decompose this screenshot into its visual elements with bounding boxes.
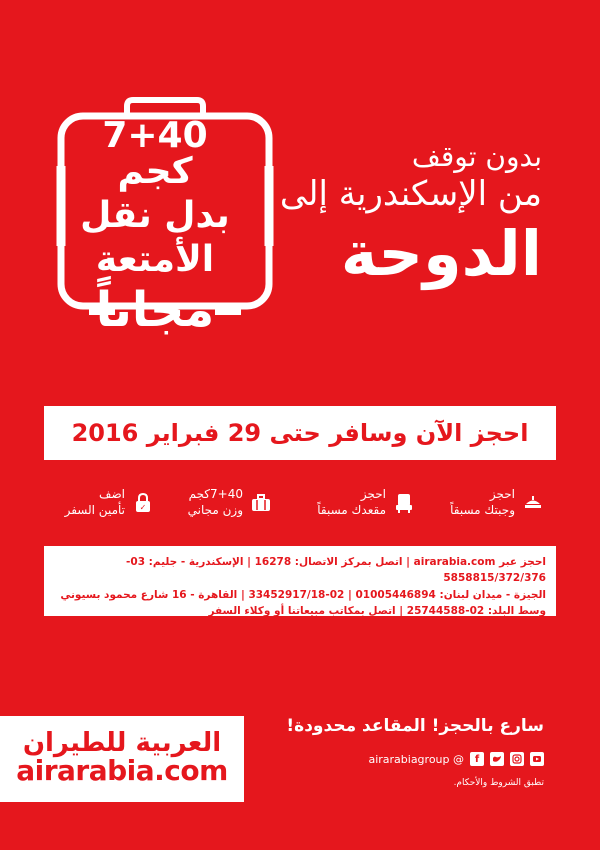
facebook-icon[interactable]: f [470, 752, 484, 766]
logo-arabic: العربية للطيران [22, 728, 222, 758]
feature-luggage-line1: 7+40كجم [188, 487, 243, 501]
baggage-weight: 7+40 كجم [102, 115, 208, 192]
contact-info [44, 546, 556, 616]
instagram-icon[interactable] [510, 752, 524, 766]
headline-nonstop: بدون توقف [411, 140, 542, 173]
svg-text:✓: ✓ [139, 502, 147, 512]
baggage-line-2: بدل نقل [80, 195, 230, 236]
contact-info-line2: الجيزة - ميدان لبنان: 01005446894 | 02-33452917/18 | القاهرة - 16 شارع محمود بسيوني [60, 588, 546, 601]
social-bar [368, 752, 544, 766]
meal-icon [522, 492, 544, 514]
feature-luggage [188, 487, 272, 518]
booking-banner-text: احجز الآن وسافر حتى 29 فبراير 2016 [71, 419, 529, 447]
feature-insurance [65, 487, 154, 518]
feature-meal-line2: وجبتك مسبقاً [450, 502, 515, 517]
social-handle[interactable]: airarabiagroup @ [368, 752, 464, 766]
feature-insurance-line1: اضف [99, 487, 125, 501]
feature-meal-line1: احجز [489, 487, 515, 501]
feature-luggage-line2: وزن مجاني [187, 502, 243, 517]
youtube-icon[interactable] [530, 752, 544, 766]
baggage-free: مجاناً [95, 282, 215, 338]
twitter-icon[interactable] [490, 752, 504, 766]
feature-seat-line1: احجز [360, 487, 386, 501]
contact-info-line3: وسط البلد: 02-25744588 | اتصل بمكاتب مبيعاتنا أو وكلاء السفر [208, 604, 546, 617]
logo-english: airarabia.com [16, 754, 228, 787]
airarabia-logo[interactable] [0, 716, 244, 802]
feature-seat-line2: مقعدك مسبقاً [317, 502, 386, 517]
headline-destination: الدوحة [340, 217, 542, 291]
contact-info-line1: احجز عبر airarabia.com | اتصل بمركز الاتصال: 16278 | الإسكندرية - جليم: 03-5858815/372/376 [126, 556, 546, 585]
feature-insurance-line2: تأمين السفر [64, 502, 125, 517]
feature-seat [317, 487, 415, 518]
baggage-offer [70, 115, 240, 338]
headline-route: من الإسكندرية إلى [279, 173, 542, 214]
seat-icon [393, 492, 415, 514]
baggage-line-3: الأمتعة [95, 239, 215, 280]
hurry-message: سارع بالحجز! المقاعد محدودة! [286, 716, 544, 736]
terms-notice: تطبق الشروط والأحكام. [453, 778, 544, 788]
feature-meal [450, 487, 544, 518]
luggage-icon [250, 492, 272, 514]
booking-banner [44, 406, 556, 460]
lock-icon [132, 492, 154, 514]
headline [280, 140, 542, 290]
